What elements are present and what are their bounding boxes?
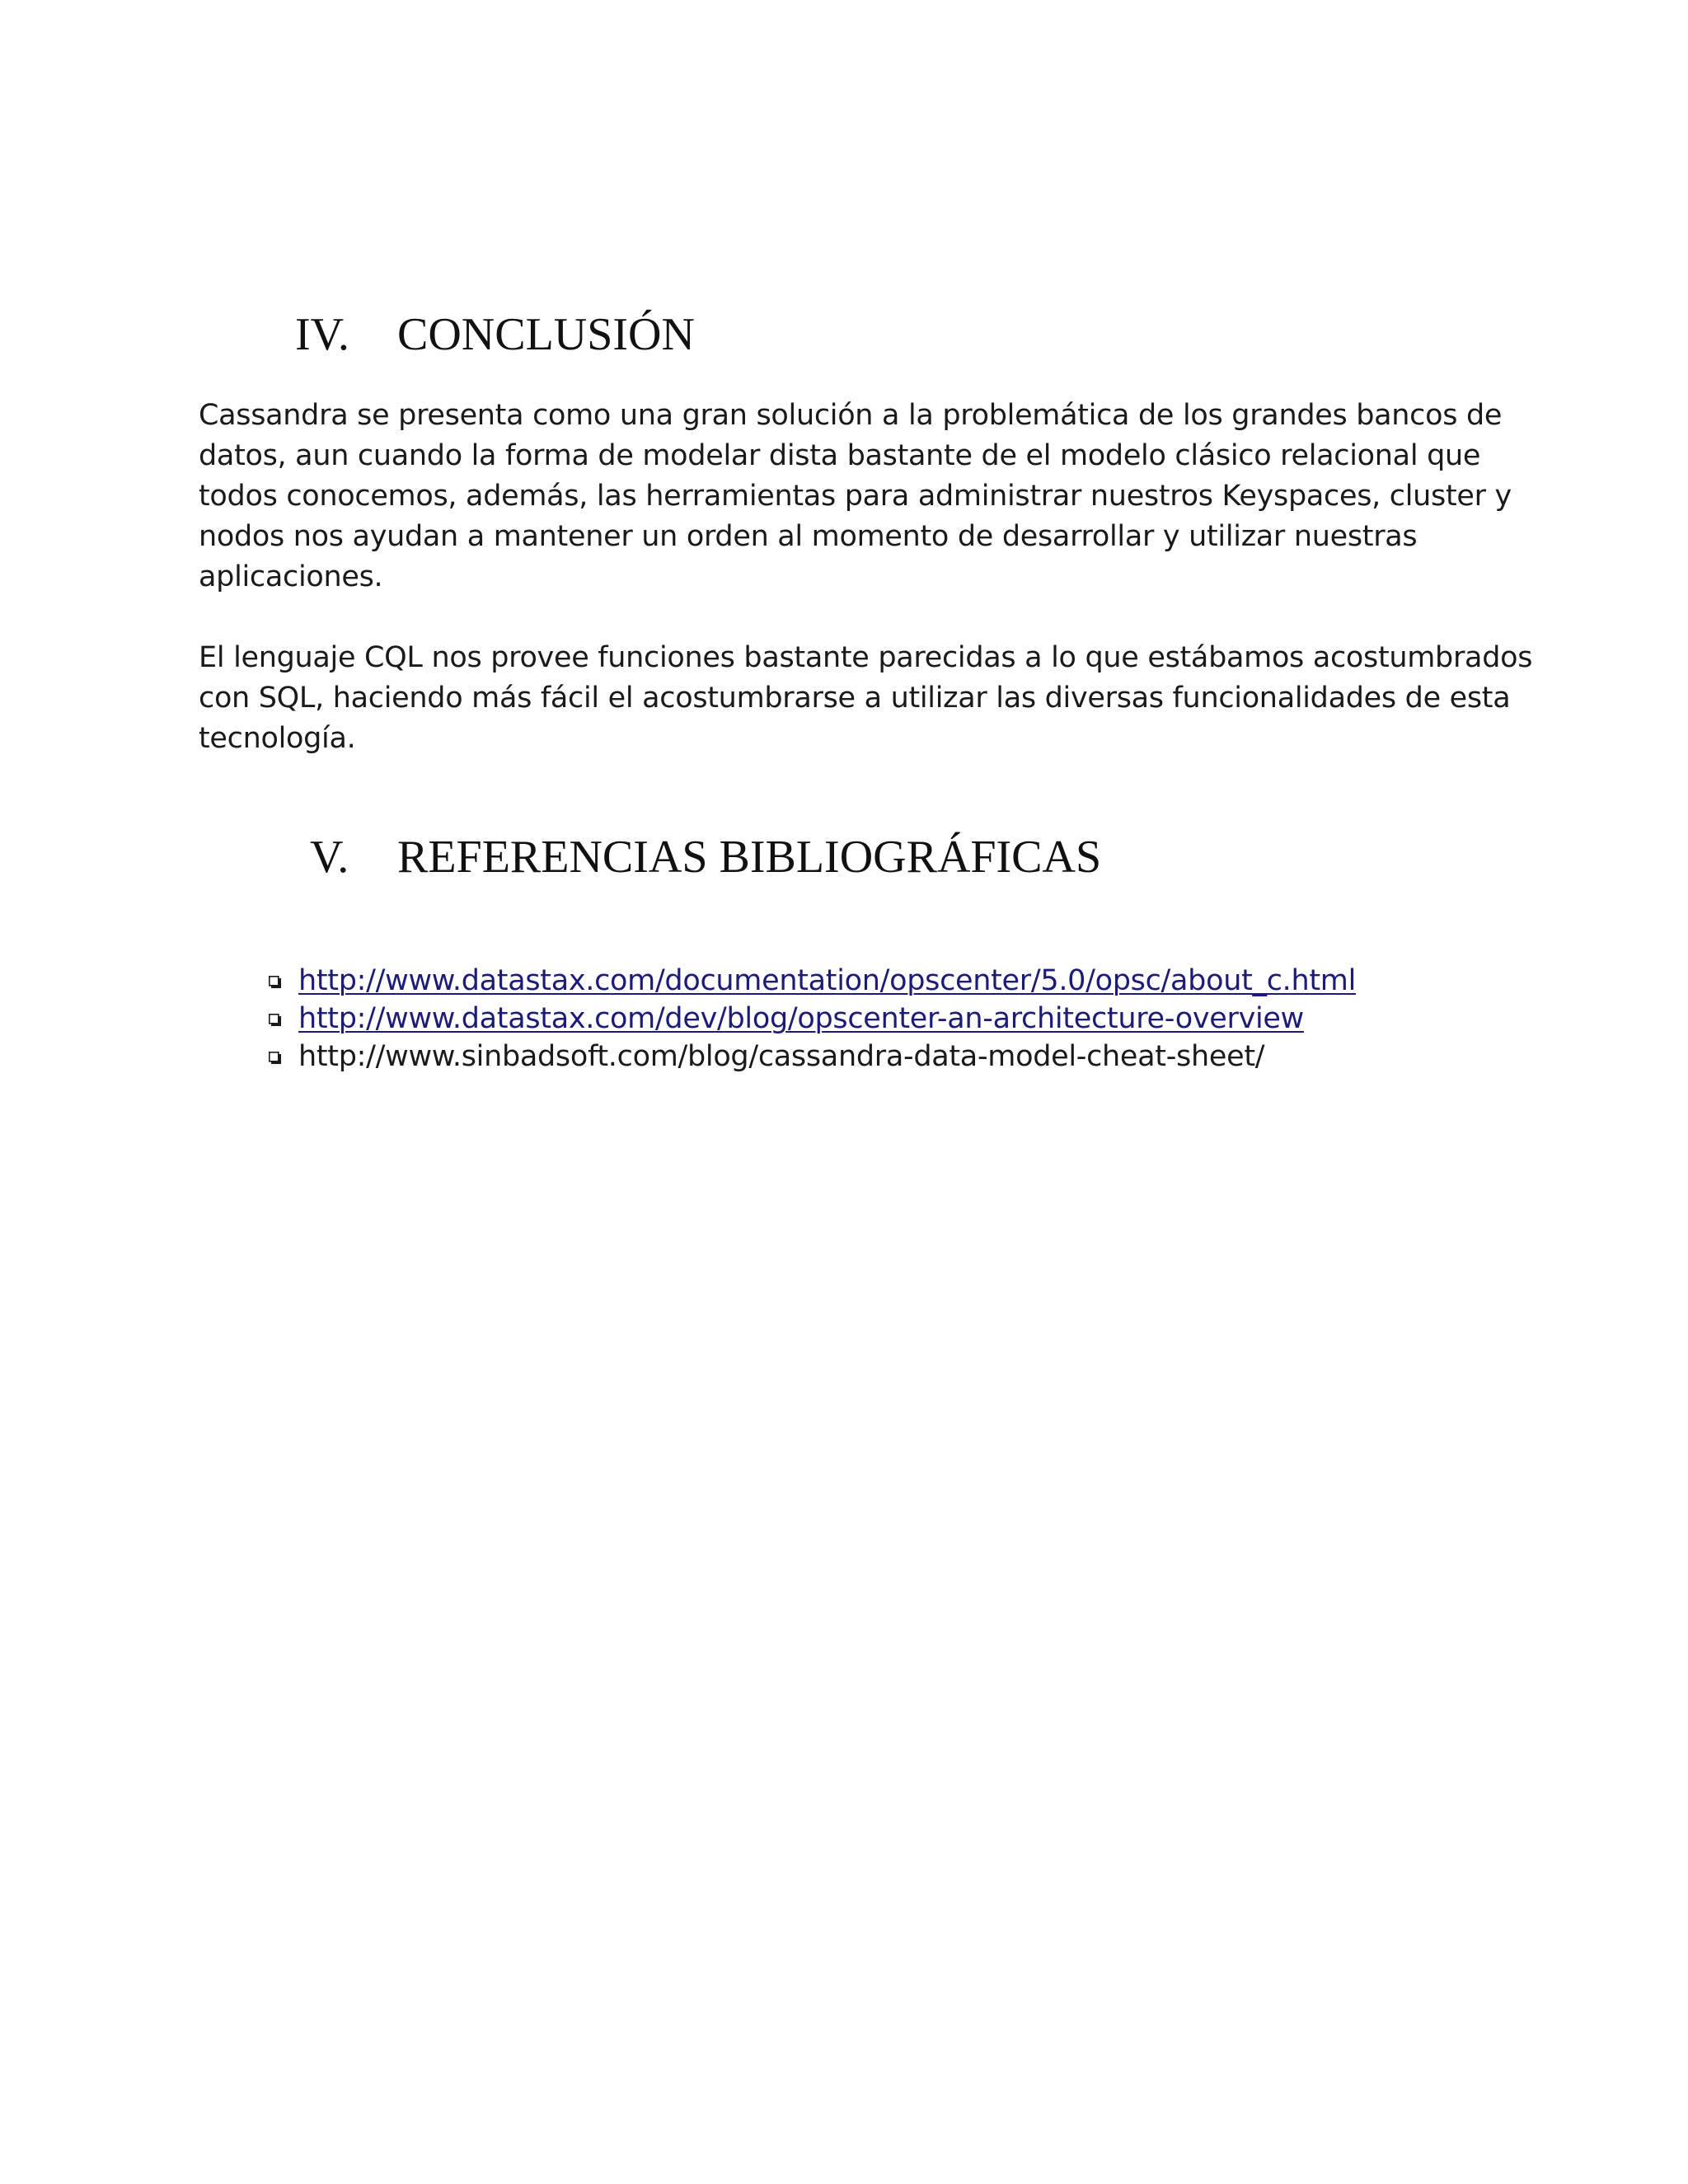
paragraph-line: datos, aun cuando la forma de modelar dista bastante de el modelo clásico relacional que: [199, 439, 1481, 472]
paragraph-line: con SQL, haciendo más fácil el acostumbrarse a utilizar las diversas funcionalidades de esta: [199, 682, 1511, 715]
shadowed-square-bullet-icon: [269, 1014, 282, 1027]
shadowed-square-bullet-icon: [269, 1052, 282, 1065]
section-number: V.: [310, 832, 349, 883]
conclusion-paragraph-1: [199, 396, 1512, 598]
reference-link[interactable]: http://www.datastax.com/dev/blog/opscenter-an-architecture-overview: [298, 1002, 1304, 1035]
section-title: CONCLUSIÓN: [397, 309, 695, 360]
reference-list: [269, 962, 1356, 1076]
reference-item: [269, 1000, 1356, 1038]
paragraph-line: aplicaciones.: [199, 560, 383, 593]
section-title: REFERENCIAS BIBLIOGRÁFICAS: [397, 832, 1102, 883]
paragraph-line: todos conocemos, además, las herramientas para administrar nuestros Keyspaces, cluster y: [199, 480, 1512, 513]
paragraph-line: tecnología.: [199, 722, 356, 755]
section-number: IV.: [295, 309, 349, 360]
paragraph-line: El lenguaje CQL nos provee funciones bastante parecidas a lo que estábamos acostumbrados: [199, 641, 1533, 674]
paragraph-line: nodos nos ayudan a mantener un orden al momento de desarrollar y utilizar nuestras: [199, 520, 1418, 553]
section-heading-conclusion: [0, 309, 1688, 361]
shadowed-square-bullet-icon: [269, 976, 282, 989]
conclusion-paragraph-2: [199, 638, 1533, 759]
reference-item: [269, 962, 1356, 1000]
reference-link[interactable]: http://www.datastax.com/documentation/opscenter/5.0/opsc/about_c.html: [298, 964, 1356, 997]
paragraph-line: Cassandra se presenta como una gran solución a la problemática de los grandes bancos de: [199, 399, 1503, 432]
reference-item: [269, 1038, 1356, 1076]
section-heading-references: [0, 834, 1688, 883]
reference-text: http://www.sinbadsoft.com/blog/cassandra-data-model-cheat-sheet/: [298, 1040, 1265, 1073]
